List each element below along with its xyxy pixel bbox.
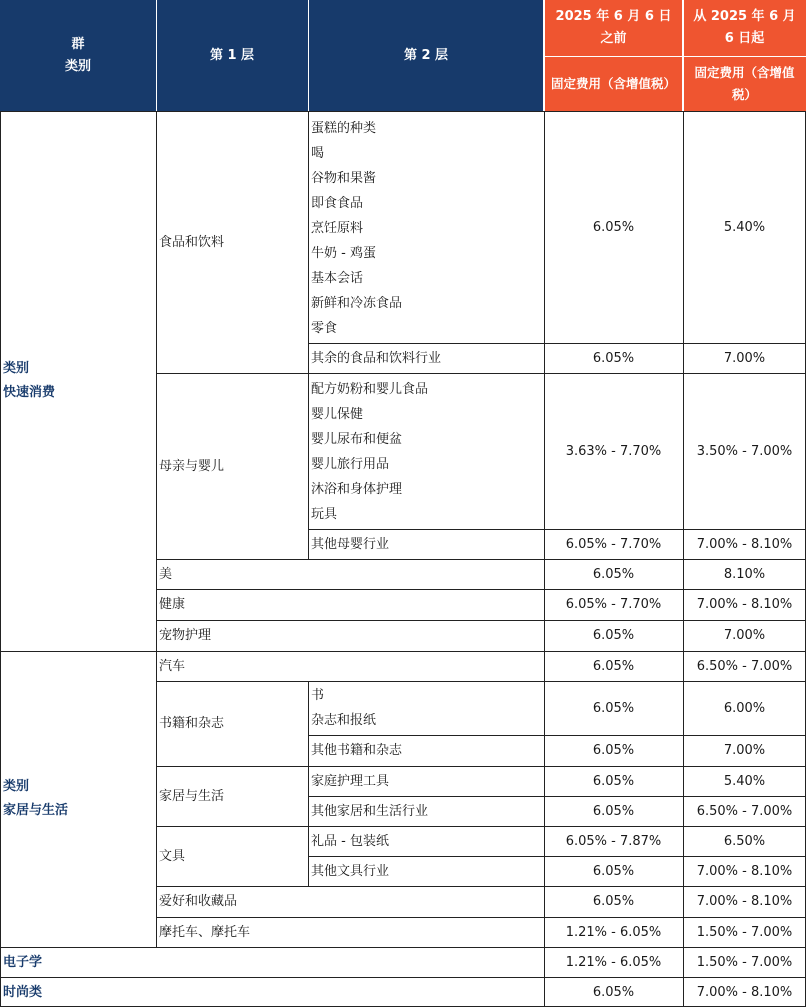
household-other-fee-from: 6.50% - 7.00% (696, 803, 793, 819)
header-from-date: 从 2025 年 6 月 6 日起 (683, 0, 806, 56)
group-fmcg-label: 类别 快速消费 (3, 361, 56, 400)
grid-line (308, 796, 806, 797)
health-fee-from: 7.00% - 8.10% (696, 597, 793, 612)
grid-line (156, 559, 806, 560)
hobby-fee-from: 7.00% - 8.10% (696, 894, 793, 909)
beauty-fee-before: 6.05% (592, 566, 635, 582)
list-item: 喝 (311, 145, 325, 161)
grid-line (0, 111, 806, 112)
food-fee-before: 6.05% (592, 219, 635, 235)
tier1-stationery: 文具 (159, 848, 186, 864)
grid-line (308, 856, 806, 857)
header-before-date: 2025 年 6 月 6 日之前 (544, 0, 683, 56)
pet-fee-from: 7.00% (723, 628, 766, 643)
beauty-fee-from: 8.10% (723, 566, 766, 582)
grid-line (308, 0, 309, 111)
header-category-label: 类别 (64, 58, 91, 74)
household-item-fee-from: 5.40% (723, 773, 766, 789)
list-item: 烹饪原料 (311, 220, 364, 236)
tier1-moto: 摩托车、摩托车 (159, 924, 251, 940)
grid-line (156, 917, 806, 918)
header-level2: 第 2 层 (308, 0, 544, 111)
tier2-stationery-item: 礼品 - 包装纸 (311, 833, 389, 849)
list-item: 基本会话 (311, 270, 364, 286)
tier2-baby-other: 其他母婴行业 (311, 536, 390, 552)
grid-line (156, 111, 157, 947)
books-fee-before: 6.05% (592, 700, 635, 716)
tier2-household-item: 家庭护理工具 (311, 773, 390, 789)
list-item: 杂志和报纸 (311, 713, 377, 728)
tier1-beauty: 美 (159, 566, 173, 582)
list-item: 婴儿尿布和便盆 (311, 432, 403, 447)
tier2-baby-list (308, 375, 544, 529)
books-other-fee-from: 7.00% (723, 743, 766, 758)
grid-line (308, 735, 806, 736)
grid-line (156, 681, 806, 682)
food-other-fee-from: 7.00% (723, 350, 766, 366)
list-item: 玩具 (311, 507, 338, 522)
group-home-label: 类别 家居与生活 (3, 779, 69, 818)
tier2-books-list (308, 681, 544, 735)
electronics-fee-from: 1.50% - 7.00% (696, 954, 793, 970)
grid-line (156, 0, 157, 111)
baby-other-fee-before: 6.05% - 7.70% (565, 536, 662, 552)
list-item: 牛奶 - 鸡蛋 (311, 245, 376, 261)
electronics-fee-before: 1.21% - 6.05% (565, 954, 662, 970)
grid-line (308, 529, 806, 530)
fashion-fee-before: 6.05% (592, 984, 635, 1000)
group-electronics: 电子学 (3, 954, 43, 970)
header-fee-before: 固定费用（含增值税） (544, 56, 683, 111)
grid-line (156, 826, 806, 827)
moto-fee-from: 1.50% - 7.00% (696, 924, 793, 940)
tier2-household-other: 其他家居和生活行业 (311, 803, 429, 819)
list-item: 谷物和果酱 (311, 170, 377, 186)
stationery-other-fee-before: 6.05% (592, 863, 635, 879)
grid-line (156, 589, 806, 590)
group-fashion: 时尚类 (3, 984, 43, 1000)
list-item: 配方奶粉和婴儿食品 (311, 382, 429, 397)
header-level1: 第 1 层 (156, 0, 308, 111)
grid-line (156, 766, 806, 767)
moto-fee-before: 1.21% - 6.05% (565, 924, 662, 940)
list-item: 书 (311, 688, 325, 703)
grid-line (544, 56, 806, 57)
stationery-item-fee-from: 6.50% (723, 833, 766, 849)
header-fee-from: 固定费用（含增值税） (683, 56, 806, 111)
food-other-fee-before: 6.05% (592, 350, 635, 366)
health-fee-before: 6.05% - 7.70% (565, 597, 662, 612)
list-item: 即食食品 (311, 195, 364, 211)
grid-line (156, 373, 806, 374)
list-item: 婴儿保健 (311, 407, 364, 422)
grid-line (0, 947, 806, 948)
tier1-baby: 母亲与婴儿 (159, 458, 225, 474)
tier2-food-list (308, 113, 544, 343)
household-other-fee-before: 6.05% (592, 803, 635, 819)
tier1-food: 食品和饮料 (159, 234, 225, 250)
list-item: 婴儿旅行用品 (311, 457, 390, 472)
baby-fee-before: 3.63% - 7.70% (565, 443, 662, 459)
tier2-stationery-other: 其他文具行业 (311, 863, 390, 879)
tier1-auto: 汽车 (159, 658, 186, 674)
list-item: 零食 (311, 320, 338, 336)
tier1-books: 书籍和杂志 (159, 716, 225, 731)
list-item: 沐浴和身体护理 (311, 482, 403, 497)
tier2-books-other: 其他书籍和杂志 (311, 743, 403, 758)
baby-fee-from: 3.50% - 7.00% (696, 443, 793, 459)
list-item: 新鲜和冷冻食品 (311, 295, 403, 311)
pet-fee-before: 6.05% (592, 628, 635, 643)
household-item-fee-before: 6.05% (592, 773, 635, 789)
header-group-category (0, 0, 156, 111)
tier1-health: 健康 (159, 597, 186, 612)
group-fmcg (0, 111, 156, 651)
list-item: 蛋糕的种类 (311, 120, 377, 136)
tier2-food-other: 其余的食品和饮料行业 (311, 350, 442, 366)
grid-line (308, 343, 806, 344)
baby-other-fee-from: 7.00% - 8.10% (696, 536, 793, 552)
header-group-label: 群 (71, 36, 85, 52)
grid-line (156, 620, 806, 621)
grid-line (0, 111, 1, 1007)
group-home (0, 651, 156, 947)
grid-line (0, 651, 806, 652)
books-other-fee-before: 6.05% (592, 743, 635, 758)
grid-line (156, 886, 806, 887)
stationery-other-fee-from: 7.00% - 8.10% (696, 863, 793, 879)
food-fee-from: 5.40% (723, 219, 766, 235)
hobby-fee-before: 6.05% (592, 894, 635, 909)
tier1-hobby: 爱好和收藏品 (159, 894, 238, 909)
fashion-fee-from: 7.00% - 8.10% (696, 984, 793, 1000)
auto-fee-before: 6.05% (592, 658, 635, 674)
stationery-item-fee-before: 6.05% - 7.87% (565, 833, 662, 849)
grid-line (0, 977, 806, 978)
books-fee-from: 6.00% (723, 700, 766, 716)
tier1-household: 家居与生活 (159, 788, 225, 804)
tier1-pet: 宠物护理 (159, 628, 212, 643)
grid-line (308, 111, 309, 559)
auto-fee-from: 6.50% - 7.00% (696, 658, 793, 674)
